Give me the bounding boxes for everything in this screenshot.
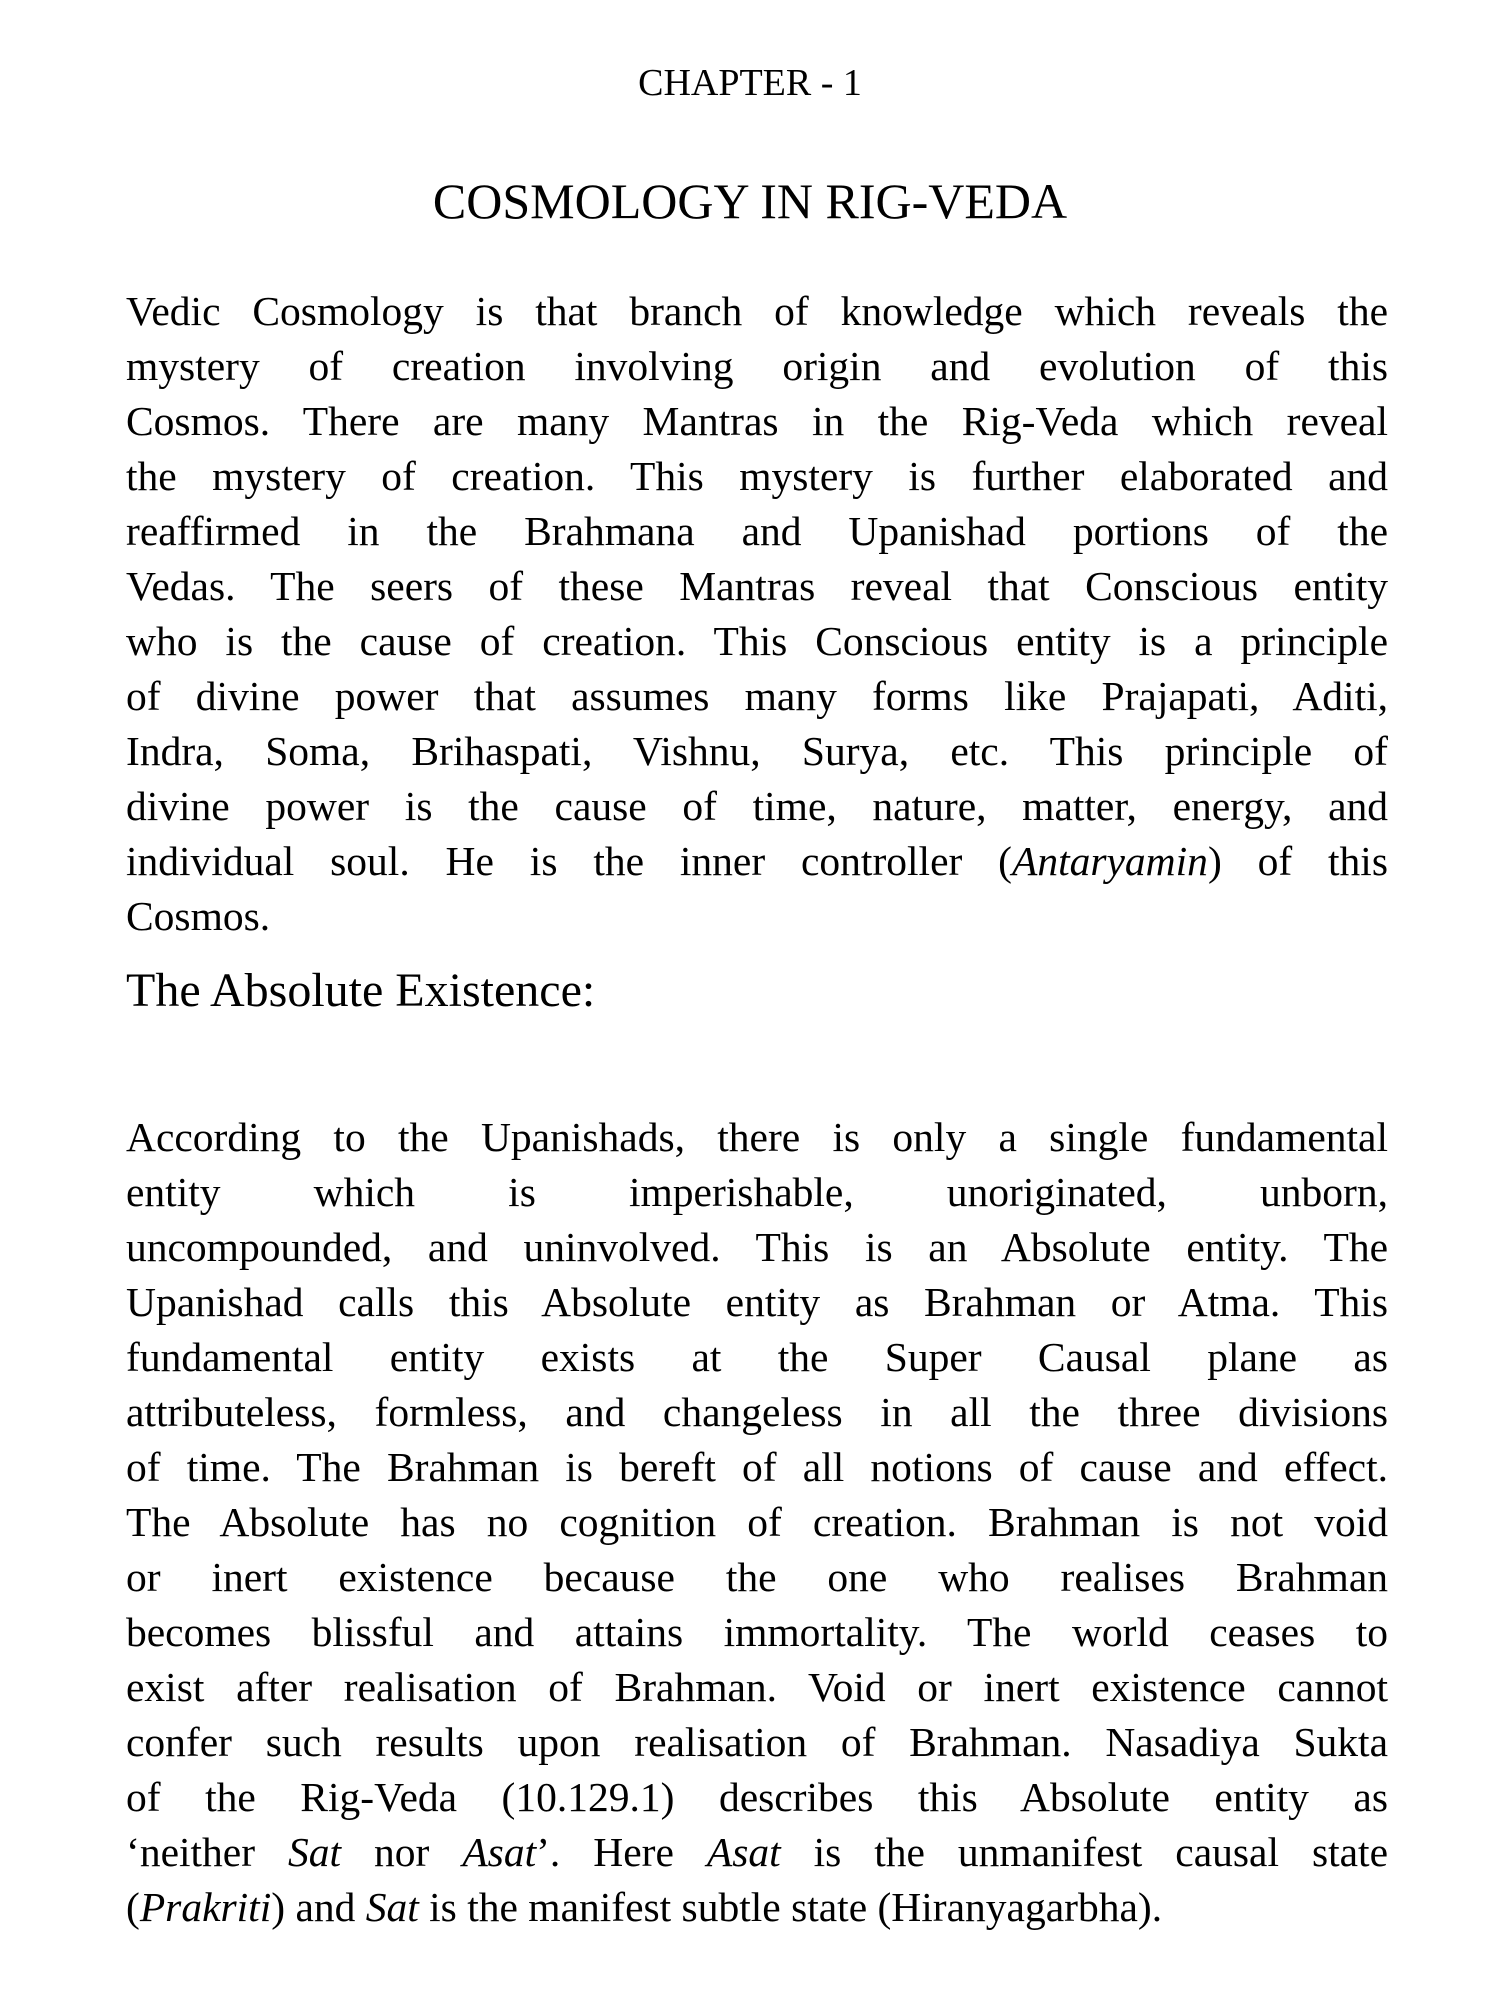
text-segment: fundamental entity exists at the Super Causal plane as (126, 1334, 1388, 1380)
text-line (126, 1550, 1388, 1605)
text-line (126, 284, 1388, 339)
italic-term: Prakriti (139, 1884, 272, 1930)
chapter-label: CHAPTER - 1 (638, 62, 862, 104)
text-line (126, 1715, 1388, 1770)
text-line (126, 1440, 1388, 1495)
italic-term: Asat (706, 1829, 781, 1875)
text-segment: Cosmos. There are many Mantras in the Rig-Veda which reveal (126, 398, 1388, 444)
text-segment: or inert existence because the one who realises Brahman (126, 1554, 1388, 1600)
text-segment: The Absolute has no cognition of creation. Brahman is not void (126, 1499, 1388, 1545)
text-segment: Indra, Soma, Brihaspati, Vishnu, Surya, etc. This principle of (126, 728, 1388, 774)
text-segment: of the Rig-Veda (10.129.1) describes this Absolute entity as (126, 1774, 1388, 1820)
text-segment: reaffirmed in the Brahmana and Upanishad portions of the (126, 508, 1388, 554)
text-line (126, 1880, 1388, 1935)
text-line (126, 1385, 1388, 1440)
text-segment: divine power is the cause of time, nature, matter, energy, and (126, 783, 1388, 829)
text-segment: ) and (271, 1884, 366, 1930)
paragraph-intro (126, 284, 1388, 944)
paragraph-absolute-existence (126, 1110, 1388, 1935)
text-line (126, 1110, 1388, 1165)
text-line (126, 1825, 1388, 1880)
text-segment: mystery of creation involving origin and evolution of this (126, 343, 1388, 389)
text-line (126, 394, 1388, 449)
text-line (126, 889, 1388, 944)
text-segment: becomes blissful and attains immortality. The world ceases to (126, 1609, 1388, 1655)
text-line (126, 1330, 1388, 1385)
text-line (126, 614, 1388, 669)
text-segment: of time. The Brahman is bereft of all notions of cause and effect. (126, 1444, 1388, 1490)
text-segment: of divine power that assumes many forms like Prajapati, Aditi, (126, 673, 1388, 719)
text-line (126, 339, 1388, 394)
text-line (126, 1220, 1388, 1275)
text-segment: the mystery of creation. This mystery is further elaborated and (126, 453, 1388, 499)
text-segment: Cosmos. (126, 893, 271, 939)
text-segment: is the unmanifest causal state (780, 1829, 1388, 1875)
text-line (126, 559, 1388, 614)
text-segment: attributeless, formless, and changeless in all the three divisions (126, 1389, 1388, 1435)
text-segment: Vedic Cosmology is that branch of knowledge which reveals the (126, 288, 1388, 334)
italic-term: Sat (288, 1829, 342, 1875)
italic-term: Asat (462, 1829, 537, 1875)
text-segment: entity which is imperishable, unoriginated, unborn, (126, 1169, 1388, 1215)
text-segment: ( (126, 1884, 140, 1930)
text-segment: ) of this (1207, 838, 1388, 884)
text-segment: ’. Here (536, 1829, 707, 1875)
text-line (126, 1165, 1388, 1220)
section-heading: The Absolute Existence: (126, 964, 596, 1017)
chapter-title: COSMOLOGY IN RIG-VEDA (432, 173, 1068, 229)
text-line (126, 1770, 1388, 1825)
text-line (126, 1495, 1388, 1550)
text-line (126, 779, 1388, 834)
text-segment: According to the Upanishads, there is only a single fundamental (126, 1114, 1388, 1160)
text-segment: confer such results upon realisation of Brahman. Nasadiya Sukta (126, 1719, 1388, 1765)
text-line (126, 1275, 1388, 1330)
italic-term: Antaryamin (1011, 838, 1208, 884)
text-segment: Upanishad calls this Absolute entity as Brahman or Atma. This (126, 1279, 1388, 1325)
text-segment: who is the cause of creation. This Conscious entity is a principle (126, 618, 1388, 664)
text-line (126, 1660, 1388, 1715)
text-line (126, 669, 1388, 724)
text-line (126, 449, 1388, 504)
text-segment: is the manifest subtle state (Hiranyagarbha). (418, 1884, 1163, 1930)
text-segment: ‘neither (126, 1829, 289, 1875)
text-segment: uncompounded, and uninvolved. This is an Absolute entity. The (126, 1224, 1388, 1270)
text-segment: Vedas. The seers of these Mantras reveal that Conscious entity (126, 563, 1388, 609)
text-line (126, 504, 1388, 559)
text-line (126, 834, 1388, 889)
italic-term: Sat (365, 1884, 419, 1930)
text-segment: individual soul. He is the inner controller ( (126, 838, 1012, 884)
text-segment: nor (341, 1829, 463, 1875)
text-line (126, 724, 1388, 779)
text-segment: exist after realisation of Brahman. Void or inert existence cannot (126, 1664, 1388, 1710)
text-line (126, 1605, 1388, 1660)
